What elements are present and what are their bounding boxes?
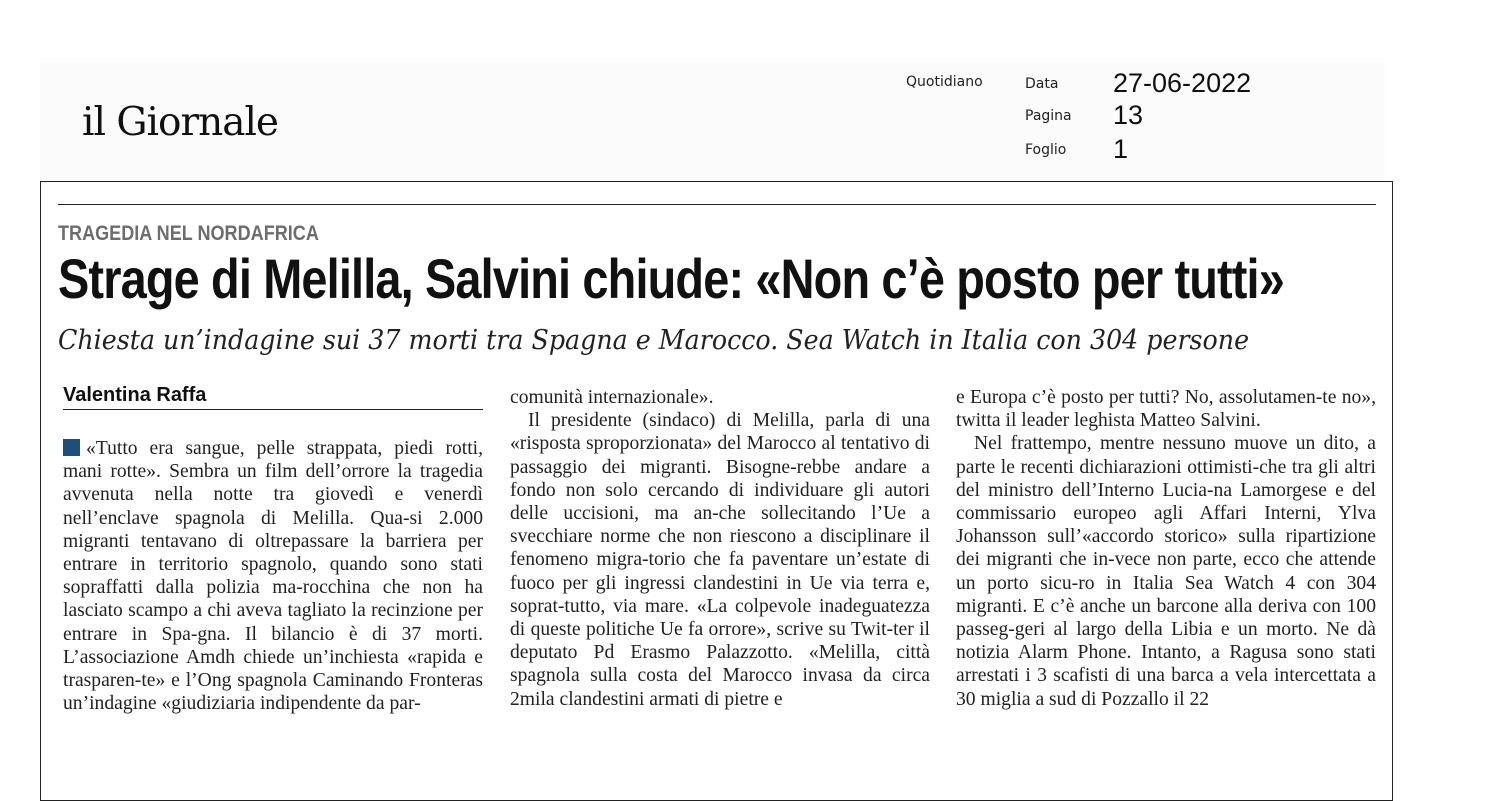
publication-type: Quotidiano xyxy=(906,74,983,90)
meta-value-data: 27-06-2022 xyxy=(1113,68,1252,98)
meta-value-foglio: 1 xyxy=(1113,134,1129,164)
column-3-paragraph-1: e Europa c’è posto per tutti? No, assolutamen-te no», twitta il leader leghista Matteo Salvini. xyxy=(956,387,1376,432)
meta-value-pagina: 13 xyxy=(1113,100,1144,130)
article-column-3 xyxy=(956,386,1376,711)
article-subhead: Chiesta un’indagine sui 37 morti tra Spagna e Marocco. Sea Watch in Italia con 304 persone xyxy=(58,325,1250,356)
meta-label-data: Data xyxy=(1025,76,1059,92)
paragraph-marker-icon xyxy=(63,439,80,456)
column-2-paragraph-1: comunità internazionale». xyxy=(510,387,714,408)
meta-label-foglio: Foglio xyxy=(1025,142,1067,158)
article-column-2 xyxy=(510,386,930,711)
article-column-1 xyxy=(63,437,483,715)
article-kicker: TRAGEDIA NEL NORDAFRICA xyxy=(58,222,319,245)
column-1-paragraph-1: «Tutto era sangue, pelle strappata, piedi rotti, mani rotte». Sembra un film dell’orrore la tragedia avvenuta nella notte tra giovedì e venerdì nell’enclave spagnola di Melilla. Qua-si 2.000 migranti tentavano di oltrepassare la barriera per entrare in territorio spagnolo, quando sono stati sopraffatti dalla polizia ma-rocchina che non ha lasciato scampo a chi aveva tagliato la recinzione per entrare in Spa-gna. Il bilancio è di 37 morti. L’associazione Amdh chiede un’inchiesta «rapida e trasparen-te» e l’Ong spagnola Caminando Fronteras un’indagine «giudiziaria indipendente da par- xyxy=(63,438,483,715)
column-3-paragraph-2: Nel frattempo, mentre nessuno muove un dito, a parte le recenti dichiarazioni ottimisti-che tra gli altri del ministro dell’Interno Lucia-na Lamorgese e del commissario europeo agli Affari Interni, Ylva Johansson sull’«accordo storico» sulla ripartizione dei migranti che in-vece non parte, ecco che attende un porto sicu-ro in Italia Sea Watch 4 con 304 migranti. E c’è anche un barcone alla deriva con 100 passeg-geri al largo della Libia e un morto. Ne dà notizia Alarm Phone. Intanto, a Ragusa sono stati arrestati i 3 scafisti di una barca a vela intercettata a 30 miglia a sud di Pozzallo il 22 xyxy=(956,433,1376,710)
column-2-paragraph-2: Il presidente (sindaco) di Melilla, parla di una «risposta sproporzionata» del Marocco al tentativo di passaggio dei migranti. Bisogne-rebbe andare a fondo non solo cercando di individuare gli autori delle uccisioni, ma an-che sollecitando l’Ue a svecchiare norme che non riescono a disciplinare il fenomeno migra-torio che fa paventare un’estate di fuoco per gli ingressi clandestini in Ue via terra e, soprat-tutto, via mare. «La colpevole inadeguatezza di queste politiche Ue fa orrore», scrive su Twit-ter il deputato Pd Erasmo Palazzotto. «Melilla, città spagnola sulla costa del Marocco invasa da circa 2mila clandestini armati di pietre e xyxy=(510,410,930,710)
article-headline: Strage di Melilla, Salvini chiude: «Non c’è posto per tutti» xyxy=(58,247,1284,310)
article-byline: Valentina Raffa xyxy=(63,384,483,410)
meta-label-pagina: Pagina xyxy=(1025,108,1072,124)
masthead-logo: il Giornale xyxy=(82,100,279,145)
top-rule xyxy=(58,204,1376,205)
